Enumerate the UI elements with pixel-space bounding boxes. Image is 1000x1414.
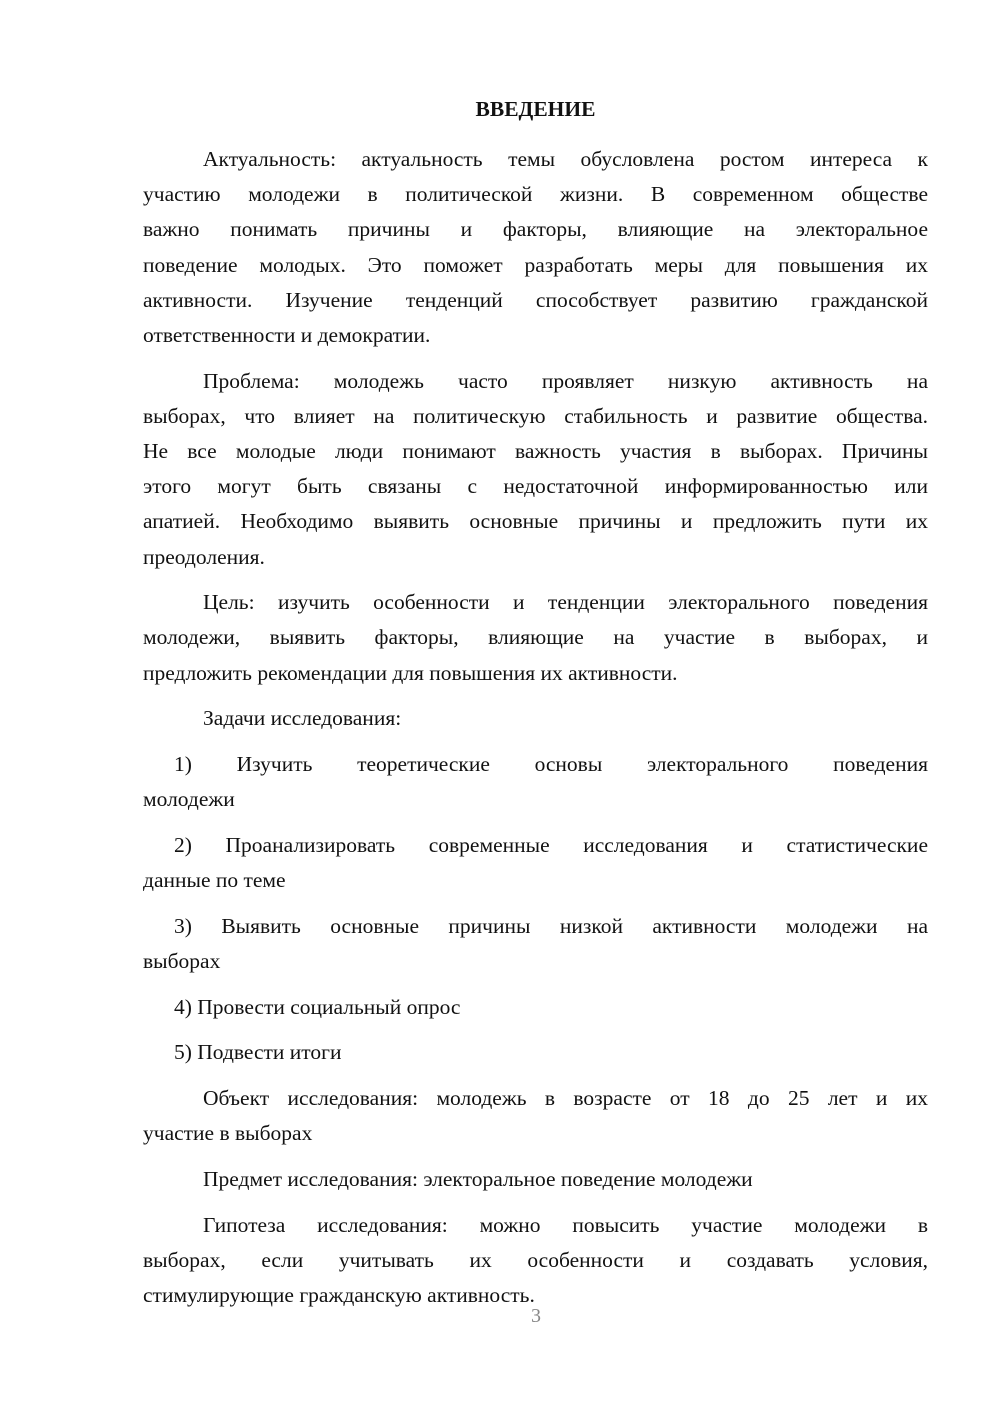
- text-line: молодежи: [143, 787, 235, 812]
- page-title: ВВЕДЕНИЕ: [475, 97, 596, 121]
- text-line: Не все молодые люди понимают важность участия в выборах. Причины: [143, 439, 928, 463]
- document-body: [143, 142, 928, 1313]
- text-line: этого могут быть связаны с недостаточной информированностью или: [143, 474, 928, 499]
- text-line: Предмет исследования: электоральное поведение молодежи: [203, 1166, 753, 1191]
- page-number: 3: [531, 1305, 541, 1327]
- text-line: 5) Подвести итоги: [174, 1040, 342, 1065]
- paragraph: [143, 142, 928, 353]
- text-line: Задачи исследования:: [203, 706, 402, 731]
- text-line: активности. Изучение тенденций способствует развитию гражданской: [143, 287, 928, 312]
- paragraph: [143, 1162, 928, 1197]
- document-page: [143, 92, 928, 1324]
- text-line: 3) Выявить основные причины низкой активности молодежи на: [174, 913, 928, 938]
- text-line: апатией. Необходимо выявить основные причины и предложить пути их: [143, 509, 928, 534]
- task-list-item: [143, 828, 928, 898]
- text-line: Гипотеза исследования: можно повысить участие молодежи в: [203, 1212, 928, 1237]
- text-line: предложить рекомендации для повышения их активности.: [143, 660, 678, 685]
- text-line: участию молодежи в политической жизни. В современном обществе: [143, 182, 928, 207]
- text-line: стимулирующие гражданскую активность.: [143, 1282, 535, 1307]
- text-line: поведение молодых. Это поможет разработать меры для повышения их: [143, 252, 928, 277]
- paragraph: [143, 364, 928, 575]
- text-line: выборах: [143, 948, 221, 973]
- paragraph: [143, 1208, 928, 1314]
- paragraph: [143, 701, 928, 736]
- text-line: молодежи, выявить факторы, влияющие на участие в выборах, и: [143, 625, 928, 650]
- text-line: 4) Провести социальный опрос: [174, 994, 461, 1019]
- paragraph: [143, 585, 928, 691]
- task-list-item: [143, 909, 928, 979]
- paragraph: [143, 1081, 928, 1151]
- text-line: ответственности и демократии.: [143, 322, 431, 347]
- text-line: Актуальность: актуальность темы обусловлена ростом интереса к: [203, 147, 928, 171]
- text-line: преодоления.: [143, 544, 265, 569]
- text-line: важно понимать причины и факторы, влияющие на электоральное: [143, 217, 928, 242]
- text-line: 2) Проанализировать современные исследования и статистические: [174, 832, 928, 857]
- task-list-item: [143, 990, 928, 1025]
- text-line: 1) Изучить теоретические основы электорального поведения: [174, 752, 928, 776]
- text-line: Цель: изучить особенности и тенденции электорального поведения: [203, 590, 928, 615]
- text-line: данные по теме: [143, 868, 286, 893]
- task-list-item: [143, 1035, 928, 1070]
- text-line: Объект исследования: молодежь в возрасте от 18 до 25 лет и их: [203, 1086, 928, 1110]
- text-line: выборах, что влияет на политическую стабильность и развитие общества.: [143, 403, 928, 428]
- text-line: участие в выборах: [143, 1121, 313, 1146]
- text-line: выборах, если учитывать их особенности и создавать условия,: [143, 1247, 928, 1272]
- text-line: Проблема: молодежь часто проявляет низкую активность на: [203, 368, 928, 393]
- task-list-item: [143, 747, 928, 817]
